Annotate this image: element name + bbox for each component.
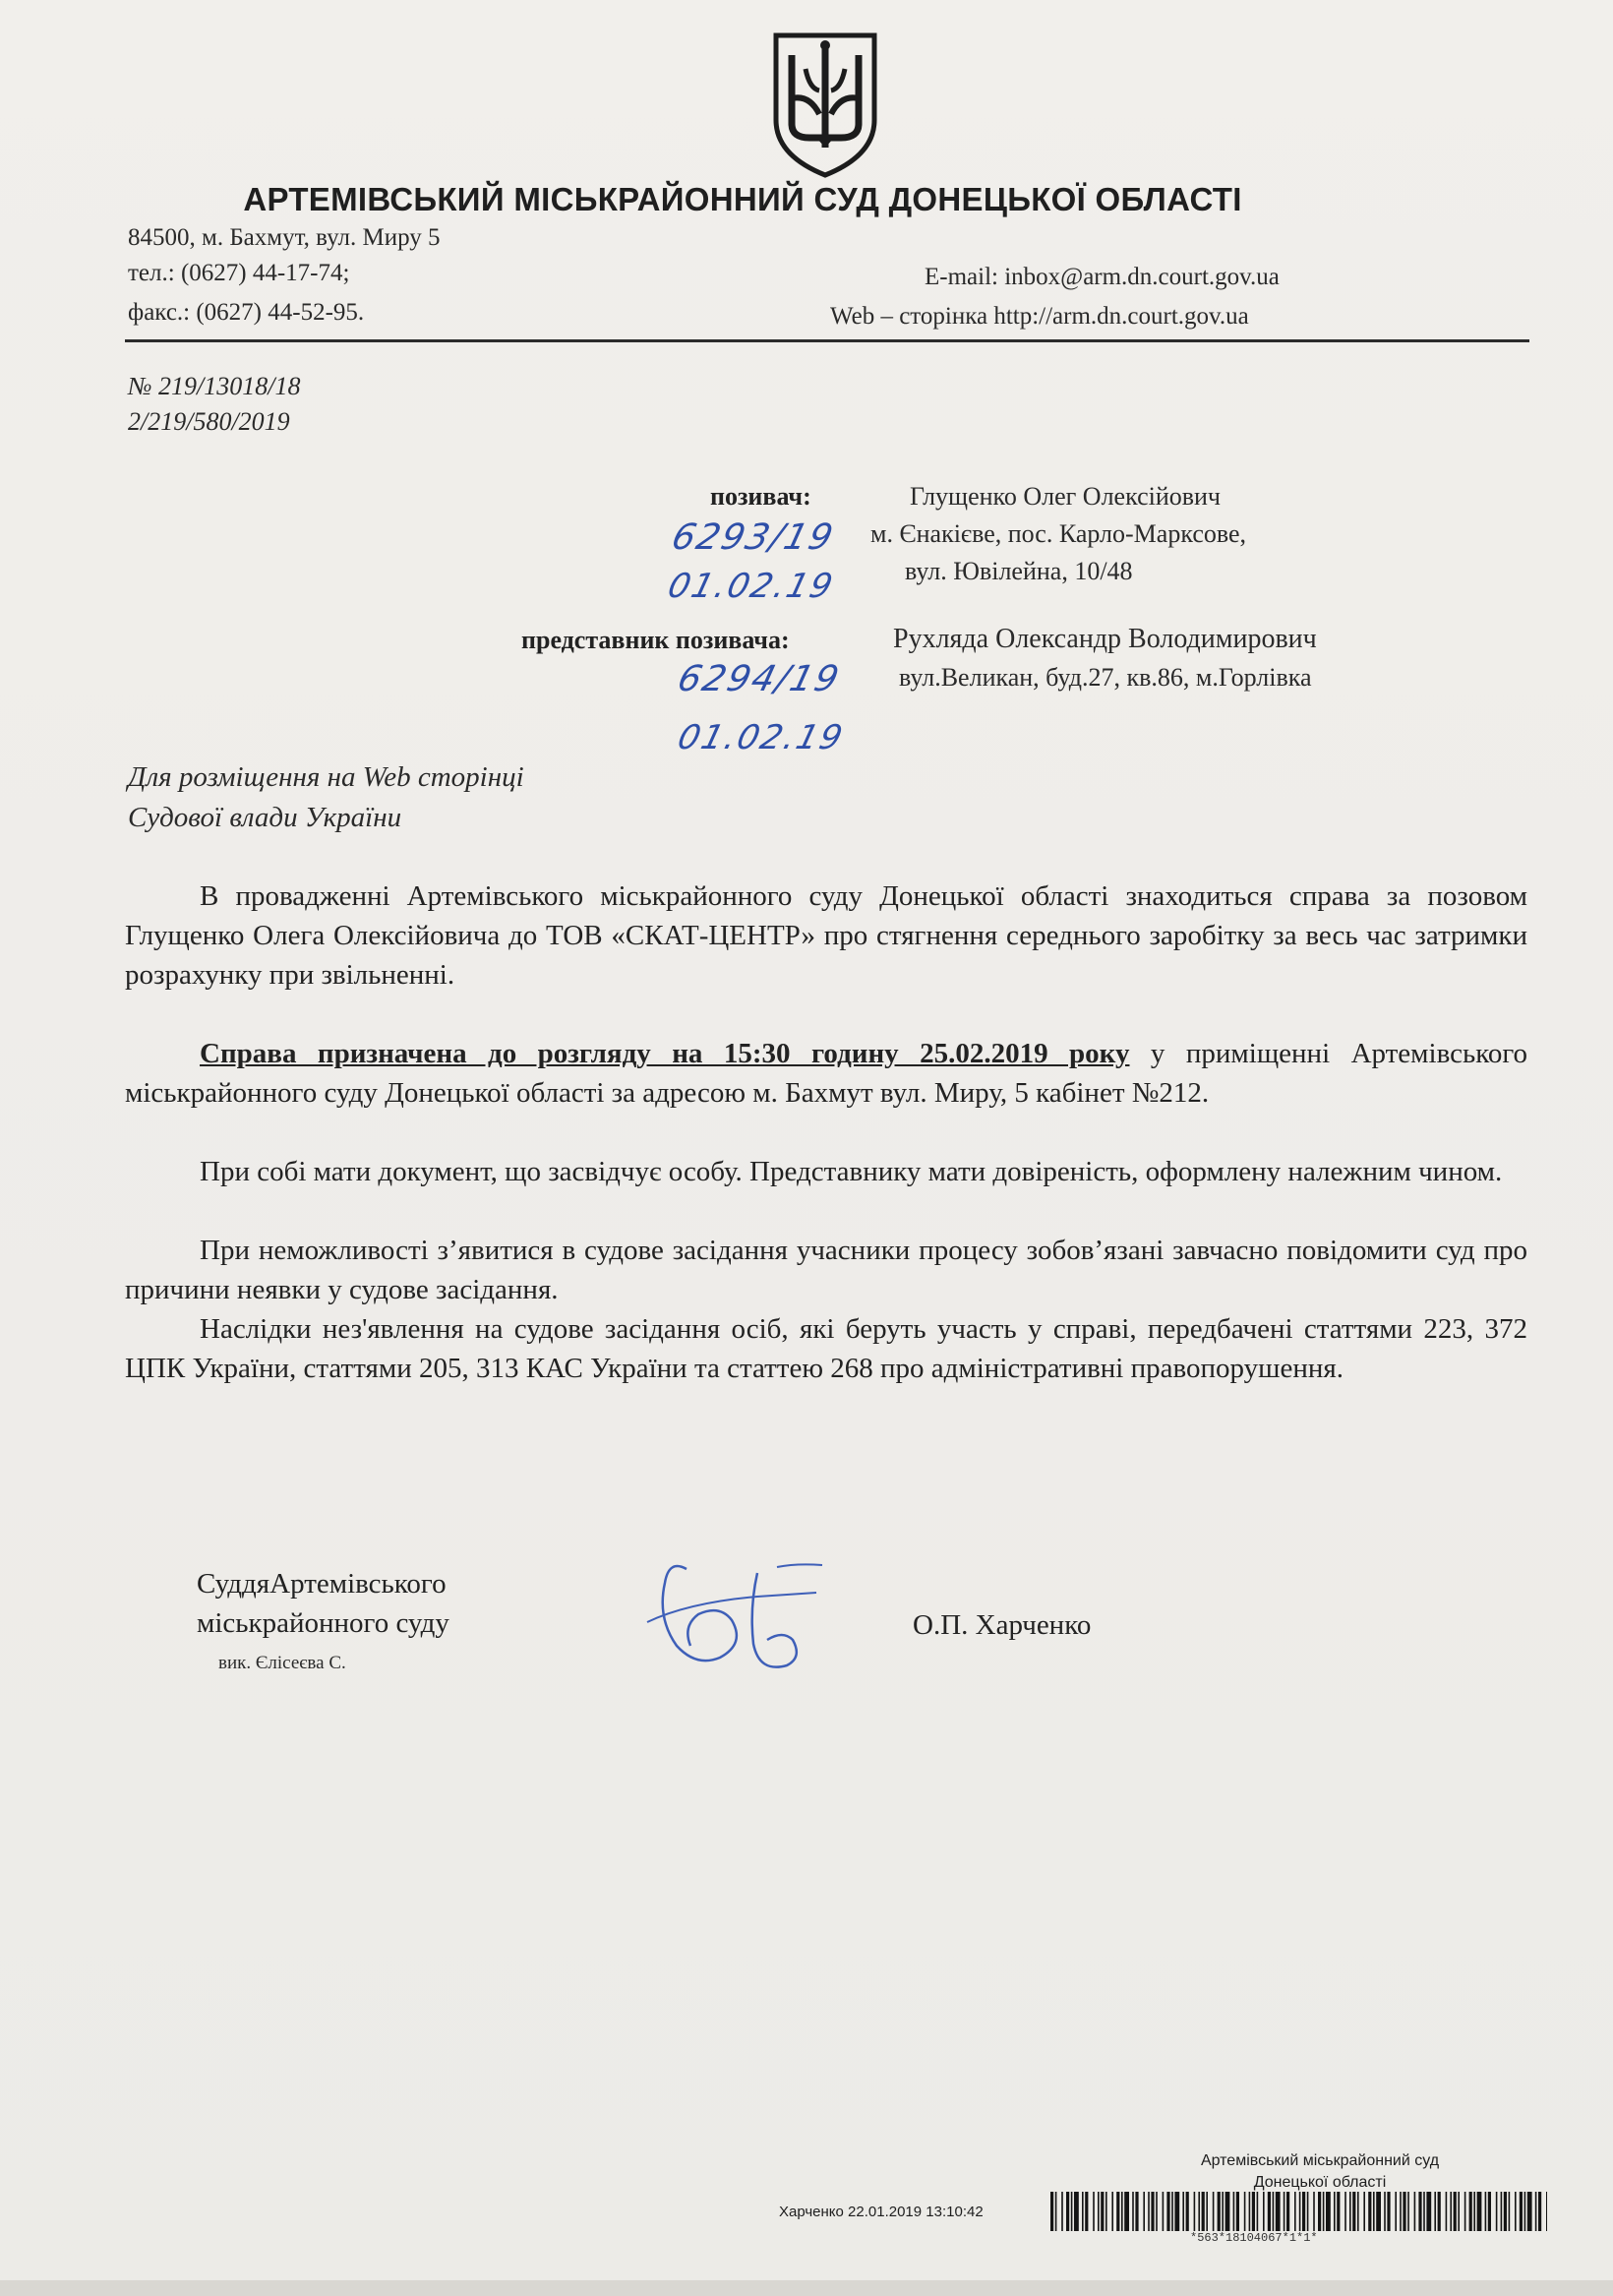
court-fax: факс.: (0627) 44-52-95. [128,299,365,326]
representative-label: представник позивача: [521,626,790,654]
hearing-paragraph [125,1034,1527,1113]
barcode-number: *563*18104067*1*1* [1190,2231,1318,2245]
scan-bottom-edge [0,2280,1613,2296]
handwritten-representative-date: 01.02.19 [674,718,849,757]
header-divider [125,339,1529,342]
representative-name: Рухляда Олександр Володимирович [893,624,1317,654]
hearing-location-text: у приміщенні Артемівського міськрайонного суду Донецької області за адресою м. Бахмут вул. Миру, 5 кабінет №212. [125,1038,1527,1109]
plaintiff-label: позивач: [710,482,811,511]
court-address: 84500, м. Бахмут, вул. Миру 5 [128,224,441,251]
court-phone: тел.: (0627) 44-17-74; [128,260,350,286]
case-number: № 219/13018/18 [128,372,301,400]
plaintiff-address-line2: вул. Ювілейна, 10/48 [905,557,1133,585]
judge-title-line1: СуддяАртемівського [197,1568,447,1600]
consequences-paragraph [125,1309,1527,1388]
judge-title-line2: міськрайонного суду [197,1607,449,1639]
hearing-date-time: Справа призначена до розгляду на 15:30 годину 25.02.2019 року [200,1038,1130,1069]
consequences-text: Наслідки нез'явлення на судове засідання осіб, які беруть участь у справі, передбачені статтями 223, 372 ЦПК України, статтями 205, 313 КАС України та статтею 268 про адміністративні правопорушення. [125,1313,1527,1384]
case-description-paragraph [125,876,1527,995]
handwritten-signature [629,1549,856,1687]
web-note-line2: Судової влади України [128,802,402,833]
absence-notice-paragraph [125,1231,1527,1309]
registration-record: Харченко 22.01.2019 13:10:42 [779,2204,984,2220]
judge-title [197,1564,449,1643]
web-publication-note [128,757,524,838]
stamp-court-line1: Артемівський міськрайонний суд [1200,2152,1440,2169]
court-website: Web – сторінка http://arm.dn.court.gov.ua [830,303,1249,330]
plaintiff-address-line1: м. Єнакієве, пос. Карло-Марксове, [870,519,1247,548]
handwritten-incoming-number: 6293/19 [667,517,839,558]
representative-address: вул.Великан, буд.27, кв.86, м.Горлівка [899,663,1312,692]
handwritten-representative-number: 6294/19 [673,659,845,699]
stamp-court-name [1143,2150,1497,2194]
proceeding-number: 2/219/580/2019 [128,407,290,436]
absence-notice-text: При неможливості з’явитися в судове засідання учасники процесу зобов’язані завчасно повідомити суд про причини неявки у судове засідання. [125,1235,1527,1305]
identity-document-text: При собі мати документ, що засвідчує особу. Представнику мати довіреність, оформлену належним чином. [200,1156,1503,1187]
handwritten-incoming-date: 01.02.19 [664,567,839,606]
document-barcode [1050,2192,1547,2231]
trident-emblem-icon [770,30,880,179]
executor-note: вик. Єлісеєва С. [218,1653,346,1673]
plaintiff-name: Глущенко Олег Олексійович [910,482,1222,511]
identity-document-paragraph [125,1152,1527,1191]
case-description-text: В провадженні Артемівського міськрайонного суду Донецької області знаходиться справа за позовом Глущенко Олега Олексійовича до ТОВ «СКАТ-ЦЕНТР» про стягнення середнього заробітку за весь час затримки розрахунку при звільненні. [125,880,1527,991]
web-note-line1: Для розміщення на Web сторінці [128,761,524,793]
court-email: E-mail: inbox@arm.dn.court.gov.ua [925,264,1280,290]
judge-name: О.П. Харченко [913,1609,1092,1641]
court-name-heading: АРТЕМІВСЬКИЙ МІСЬКРАЙОННИЙ СУД ДОНЕЦЬКОЇ ОБЛАСТІ [243,181,1242,217]
stamp-court-line2: Донецької області [1253,2174,1387,2191]
